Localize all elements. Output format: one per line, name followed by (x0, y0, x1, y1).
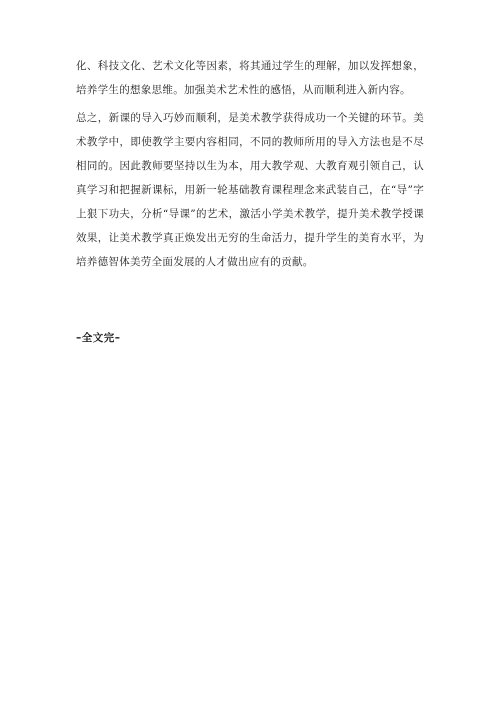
document-body (76, 54, 424, 274)
paragraph-2: 总之，新课的导入巧妙而顺利，是美术教学获得成功一个关键的环节。美术教学中，即使教学主要内容相同，不同的教师所用的导入方法也是不尽相同的。因此教师要坚持以生为本，用大教学观、大教育观引领自己，认真学习和把握新课标，用新一轮基础教育课程理念来武装自己，在“导”字上狠下功夫，分析“导课”的艺术，激活小学美术教学，提升美术教学授课效果，让美术教学真正焕发出无穷的生命活力，提升学生的美育水平，为培养德智体美劳全面发展的人才做出应有的贡献。 (76, 112, 424, 268)
paragraph-1: 化、科技文化、艺术文化等因素，将其通过学生的理解，加以发挥想象，培养学生的想象思维。加强美术艺术性的感悟，从而顺利进入新内容。 (76, 60, 424, 96)
end-of-text-mark: –全文完– (76, 332, 121, 344)
